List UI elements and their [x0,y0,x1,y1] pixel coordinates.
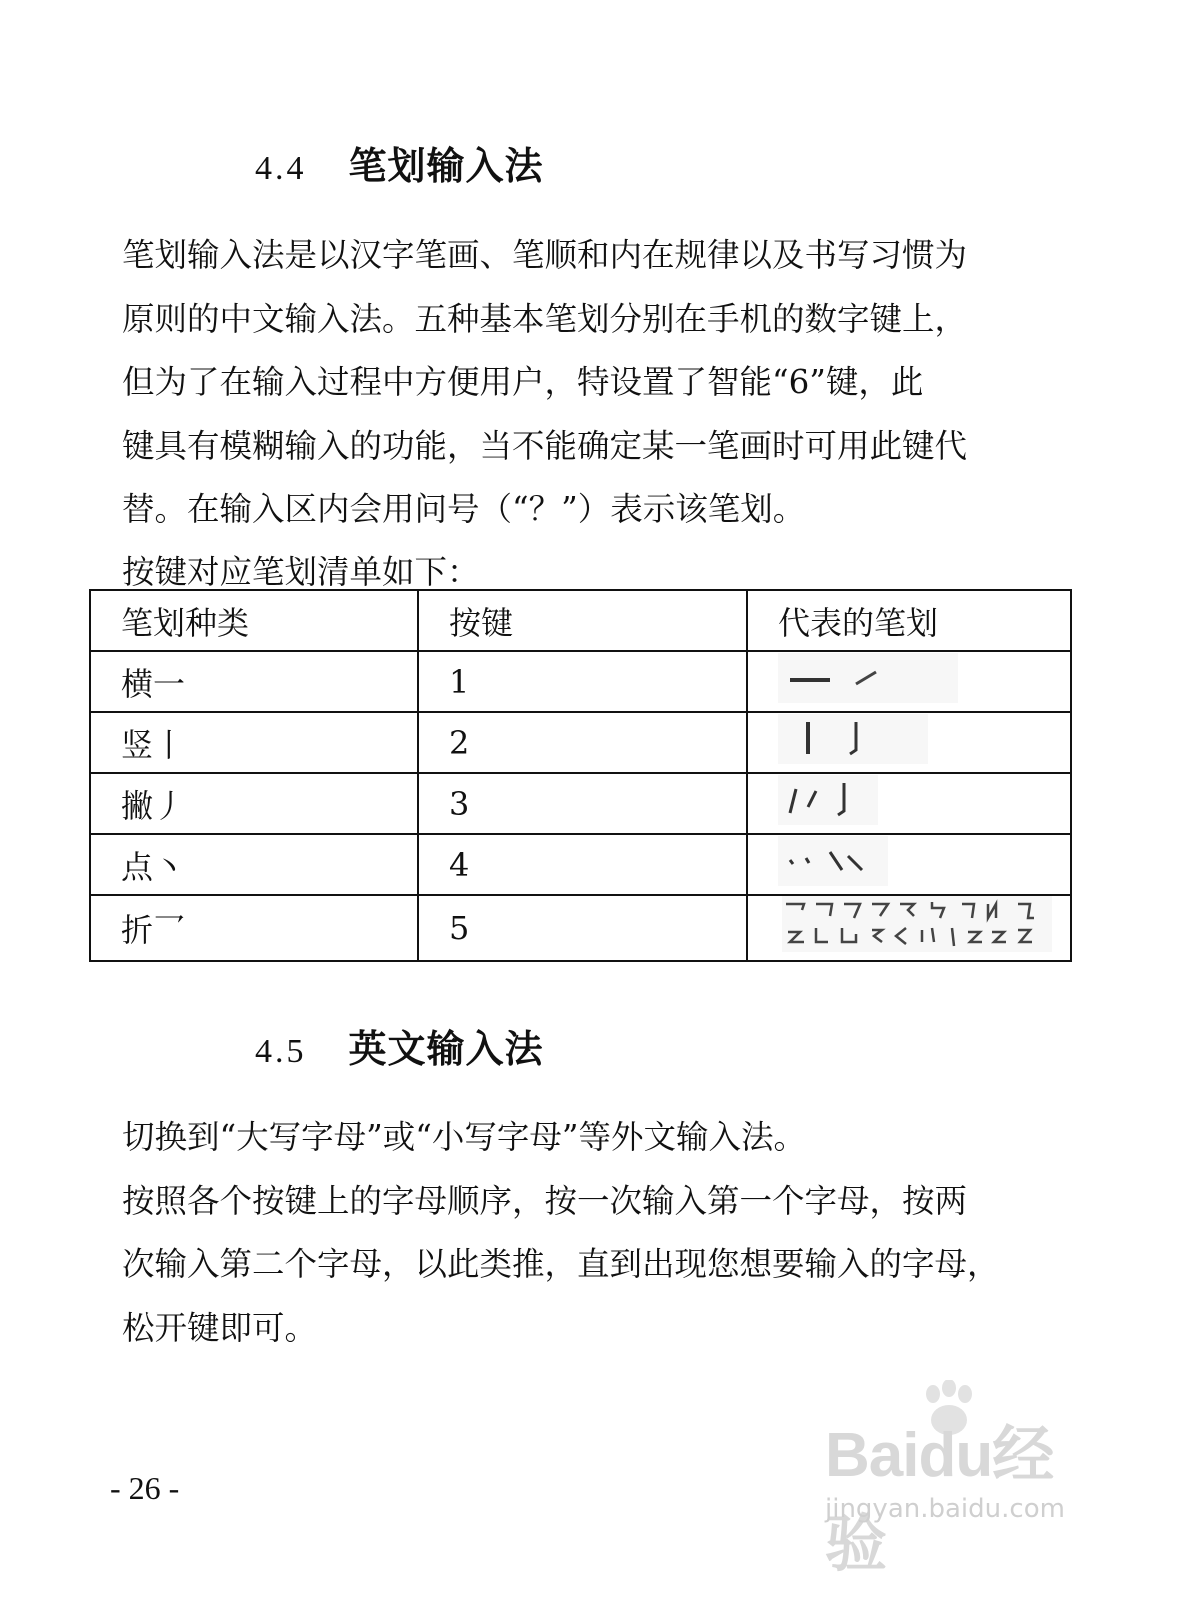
header-key: 按键 [418,590,747,651]
table-header-row [90,590,1071,651]
table-row [90,834,1071,895]
section-title: 英文输入法 [348,1027,544,1071]
stroke-type-cell: 点丶 [90,834,418,895]
watermark-url: jingyan.baidu.com [825,1494,1065,1524]
baidu-watermark [825,1390,1085,1579]
section-heading-4-4 [255,135,544,190]
section-title: 笔划输入法 [348,144,544,188]
paragraph-line: 次输入第二个字母，以此类推，直到出现您想要输入的字母， [122,1245,1000,1283]
paragraph-line: 原则的中文输入法。五种基本笔划分别在手机的数字键上， [122,299,968,338]
stroke-glyphs-cell [747,773,1071,834]
paragraph-line: 切换到“大写字母”或“小写字母”等外文输入法。 [122,1118,806,1156]
section-number: 4.4 [255,150,307,187]
stroke-key-table [89,589,1072,962]
stroke-type-cell: 横一 [90,651,418,712]
paragraph-line: 替。在输入区内会用问号（“？”）表示该笔划。 [122,490,806,528]
stroke-type-cell: 折乛 [90,895,418,961]
english-input-description [122,1106,1042,1360]
paragraph-line: 键具有模糊输入的功能，当不能确定某一笔画时可用此键代 [122,426,968,465]
stroke-glyphs-cell [747,712,1071,773]
stroke-input-description [122,224,1042,602]
stroke-glyphs-cell [747,651,1071,712]
table-row [90,773,1071,834]
key-cell: 4 [418,834,747,895]
page-number: - 26 - [110,1470,180,1506]
header-stroke-type: 笔划种类 [90,590,418,651]
paragraph-line: 松开键即可。 [122,1308,318,1347]
vertical-strokes-image [778,714,928,764]
section-number: 4.5 [255,1033,307,1070]
turning-strokes-image [782,896,1052,952]
left-falling-strokes-image [778,775,878,825]
paragraph-line: 按键对应笔划清单如下： [122,552,480,591]
paragraph-line: 笔划输入法是以汉字笔画、笔顺和内在规律以及书写习惯为 [122,236,968,274]
watermark-logo: Baidu经验 [825,1421,1054,1579]
stroke-glyphs-cell [747,834,1071,895]
paragraph-line: 按照各个按键上的字母顺序，按一次输入第一个字母，按两 [122,1181,968,1220]
stroke-type-cell: 撇丿 [90,773,418,834]
paragraph-line: 但为了在输入过程中方便用户，特设置了智能“6”键，此 [122,363,924,401]
section-heading-4-5 [255,1018,544,1073]
table-row [90,712,1071,773]
header-representative-strokes: 代表的笔划 [747,590,1071,651]
stroke-type-cell: 竖丨 [90,712,418,773]
table-row [90,651,1071,712]
key-cell: 3 [418,773,747,834]
horizontal-strokes-image [778,653,958,703]
dot-strokes-image [778,836,888,886]
stroke-glyphs-cell [747,895,1071,961]
key-cell: 2 [418,712,747,773]
table-row [90,895,1071,961]
key-cell: 5 [418,895,747,961]
key-cell: 1 [418,651,747,712]
